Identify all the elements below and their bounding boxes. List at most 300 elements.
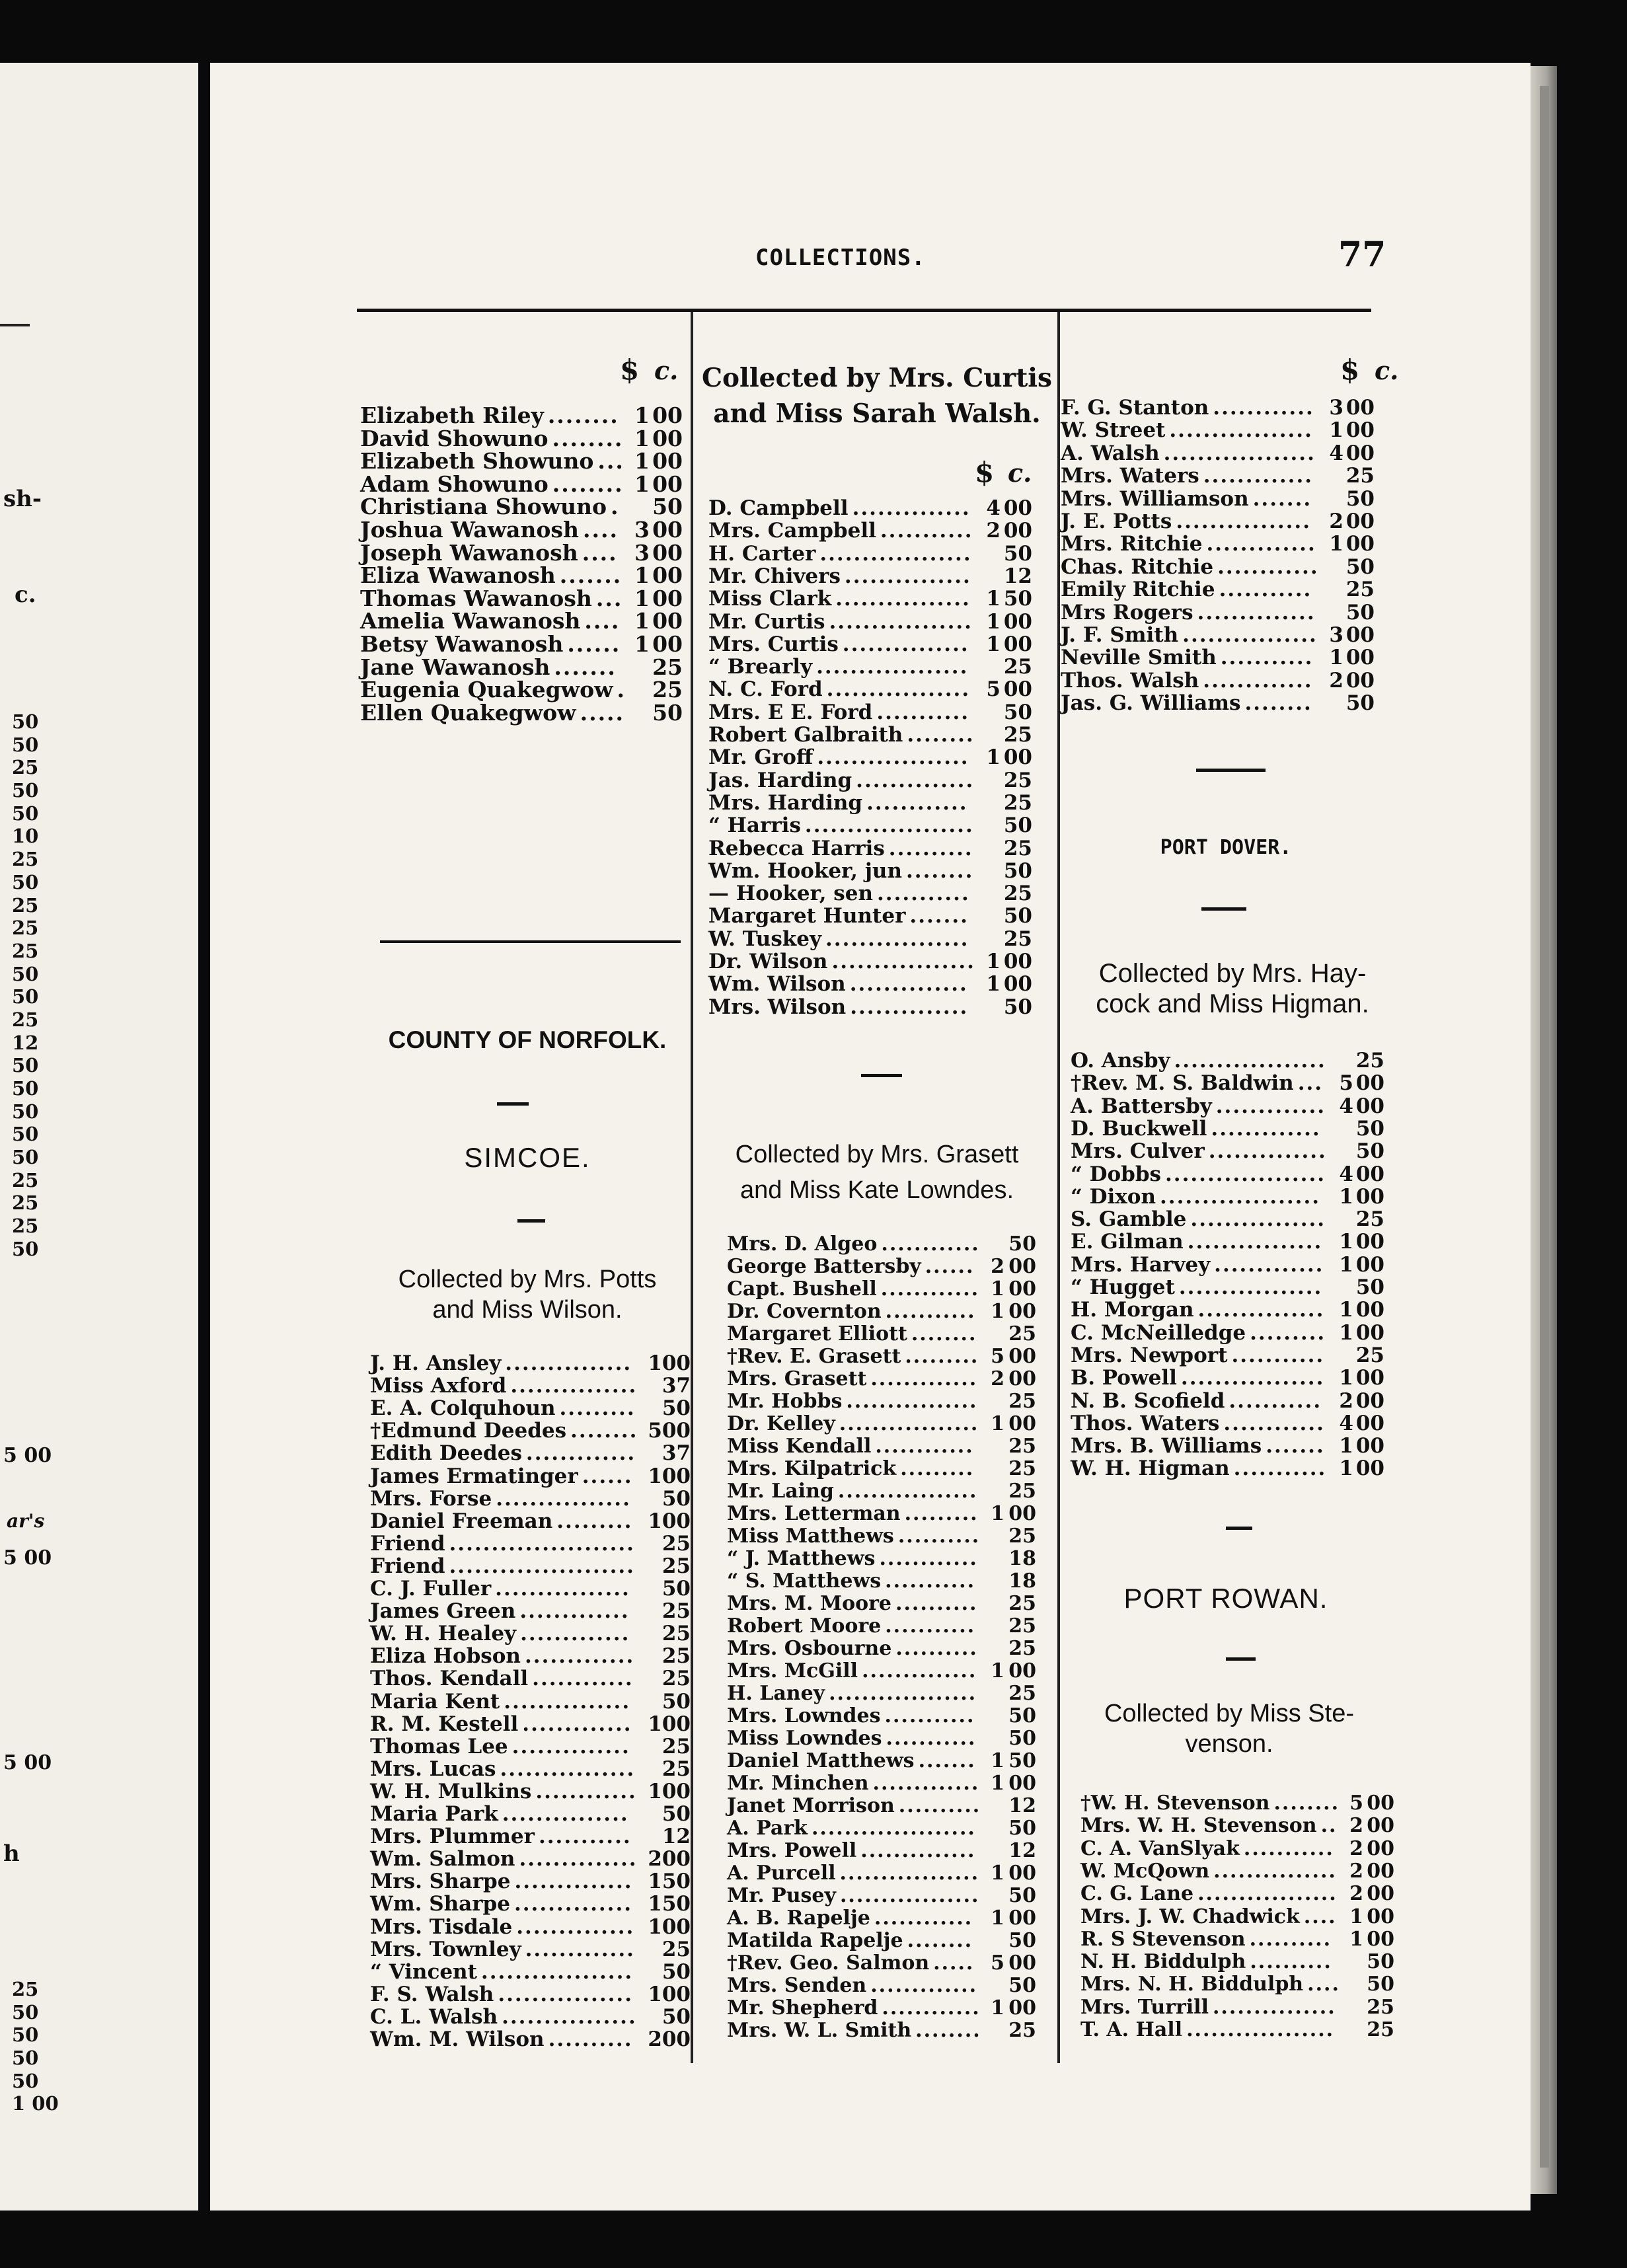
donation-entry xyxy=(370,1690,694,1713)
donation-entry xyxy=(727,1278,1054,1301)
dollars-header: $ xyxy=(620,354,640,386)
cents-amount: 00 xyxy=(1008,1300,1036,1323)
donation-entry xyxy=(727,1682,1054,1705)
leader-dots: .............. xyxy=(862,1660,977,1682)
cents-amount: 00 xyxy=(652,448,683,474)
donation-entry xyxy=(1080,1973,1411,1996)
section-dash xyxy=(1196,769,1266,772)
donor-name: Mrs Rogers xyxy=(1061,600,1193,624)
section-dash xyxy=(1226,1527,1252,1530)
dollar-amount: 1 xyxy=(1349,1905,1363,1928)
donation-entry xyxy=(727,1952,1054,1975)
leader-dots: ........... xyxy=(885,1301,976,1323)
leader-dots: .............. xyxy=(856,769,975,792)
leader-dots: ............ xyxy=(874,1907,973,1930)
leader-dots: ............ xyxy=(879,1548,978,1570)
dollar-amount: 1 xyxy=(634,402,650,428)
dollar-amount: 1 xyxy=(1329,646,1343,670)
dollar-amount: 1 xyxy=(1329,418,1343,443)
dollar-amount: 1 xyxy=(648,1914,662,1939)
donor-name: Matilda Rapelje xyxy=(727,1929,903,1952)
leader-dots: .............. xyxy=(514,1870,633,1893)
cents-amount: 00 xyxy=(652,425,683,451)
leader-dots: .............. xyxy=(849,973,968,996)
donation-entry xyxy=(360,587,691,611)
section-dash xyxy=(861,1074,902,1077)
leader-dots: .................... xyxy=(811,1817,976,1840)
cents-amount: 25 xyxy=(1008,1614,1036,1638)
cents-amount: 00 xyxy=(1345,510,1375,533)
cents-amount: 50 xyxy=(1345,486,1375,511)
leader-dots: .............. xyxy=(1208,1140,1327,1163)
dollar-amount: 1 xyxy=(991,1996,1004,2020)
cents-amount: 00 xyxy=(1355,1094,1384,1118)
leader-dots: ........... xyxy=(538,1825,632,1848)
donor-name: Dr. Covernton xyxy=(727,1300,882,1323)
donor-name: †Rev. E. Grasett xyxy=(727,1345,901,1368)
collector-heading: Collected by Mrs. Grasett and Miss Kate Lowndes. xyxy=(735,1141,1019,1204)
leader-dots: ............ xyxy=(1217,555,1319,579)
cents-amount: 00 xyxy=(1008,1659,1036,1682)
cents-amount: 50 xyxy=(1008,1232,1036,1256)
cents-amount: 25 xyxy=(662,1734,691,1758)
leader-dots: ................. xyxy=(1178,1276,1323,1299)
donor-name: Miss Clark xyxy=(708,587,832,611)
leader-dots: ................. xyxy=(839,1885,980,1907)
dollar-amount: 2 xyxy=(1329,510,1343,533)
adjacent-page-amount: 50 xyxy=(12,985,39,1008)
cents-amount: 00 xyxy=(1367,1927,1394,1951)
donation-entry xyxy=(727,1548,1054,1570)
donor-name: Mrs. N. H. Biddulph xyxy=(1080,1973,1304,1996)
dollar-amount: 1 xyxy=(1339,1366,1353,1390)
leader-dots: ................ xyxy=(1190,1208,1326,1231)
donor-name: R. S Stevenson xyxy=(1080,1927,1246,1951)
cents-amount: 37 xyxy=(662,1374,691,1398)
donor-name: Robert Moore xyxy=(727,1614,882,1638)
donation-entry xyxy=(1071,1322,1401,1344)
adjacent-page-word: ar's xyxy=(7,1510,45,1532)
donor-name: George Battersby xyxy=(727,1255,921,1278)
donor-name: A. Walsh xyxy=(1061,441,1160,465)
leader-dots: ....... xyxy=(554,656,617,679)
adjacent-page-amount: 12 xyxy=(12,1031,39,1054)
cents-amount: 50 xyxy=(662,1892,691,1916)
dollar-amount: 1 xyxy=(648,1892,662,1916)
adjacent-page-amount: 25 xyxy=(12,1191,39,1215)
donation-entry xyxy=(370,1825,694,1848)
leader-dots: ................ xyxy=(1187,1230,1323,1254)
cents-amount: 12 xyxy=(1003,564,1032,588)
adjacent-page-amount: 50 xyxy=(12,733,39,756)
donor-name: “ Dixon xyxy=(1071,1184,1156,1209)
leader-dots: ........ xyxy=(1244,692,1312,715)
leader-dots: ...................... xyxy=(449,1554,635,1577)
leader-dots: .......... xyxy=(897,1525,981,1548)
cents-amount: 25 xyxy=(1008,1682,1036,1705)
adjacent-page-amount: 5 00 xyxy=(3,1546,52,1569)
donation-entry xyxy=(360,679,691,702)
donation-entry xyxy=(727,1885,1054,1907)
cents-amount: 00 xyxy=(652,471,683,497)
donation-entry xyxy=(727,1997,1054,2020)
dollar-amount: 1 xyxy=(648,1982,662,2006)
leader-dots: ......... xyxy=(900,1458,975,1480)
leader-dots: ............. xyxy=(870,1975,978,1997)
section-dash xyxy=(517,1219,545,1223)
donation-entry xyxy=(708,565,1052,587)
donor-name: “ Vincent xyxy=(370,1959,477,1984)
donation-entry xyxy=(727,1795,1054,1817)
page-number: 77 xyxy=(1338,235,1386,275)
adjacent-page-amount: 50 xyxy=(12,2069,39,2092)
dollar-amount: 5 xyxy=(1339,1071,1353,1096)
donor-name: Elizabeth Riley xyxy=(360,402,544,428)
donation-entry xyxy=(1071,1072,1401,1094)
donation-entry xyxy=(708,724,1052,746)
adjacent-page-amount: 25 xyxy=(12,917,39,940)
adjacent-page-amount: 5 00 xyxy=(3,1444,52,1467)
donation-entry xyxy=(727,1727,1054,1750)
dollar-amount: 3 xyxy=(634,517,650,543)
donor-name: Jas. Harding xyxy=(708,768,852,792)
leader-dots: .. xyxy=(1320,1815,1338,1838)
donation-entry xyxy=(1080,1996,1411,2019)
cents-amount: 50 xyxy=(1003,858,1032,883)
leader-dots: ................ xyxy=(495,1577,630,1601)
adjacent-page-amount: 50 xyxy=(12,779,39,802)
donation-entry xyxy=(360,699,691,726)
dollar-amount: 1 xyxy=(648,1712,662,1736)
leader-dots: ... xyxy=(597,450,624,473)
donation-entry xyxy=(727,1840,1054,1862)
donor-name: A. Battersby xyxy=(1071,1094,1212,1118)
leader-dots: ........... xyxy=(1219,578,1312,601)
dollar-amount: 5 xyxy=(1349,1792,1363,1815)
donation-entry xyxy=(1061,397,1384,419)
donor-name: †Rev. Geo. Salmon xyxy=(727,1951,930,1975)
dollar-amount: 3 xyxy=(1329,623,1343,647)
leader-dots: ........... xyxy=(876,700,970,724)
adjacent-page-amount: 50 xyxy=(12,962,39,985)
leader-dots: ............. xyxy=(525,1442,636,1465)
dollar-amount: 1 xyxy=(634,425,650,451)
cents-amount: 25 xyxy=(1008,1457,1036,1480)
donation-entry xyxy=(1071,1163,1401,1186)
section-dash xyxy=(1226,1657,1256,1661)
donation-entry xyxy=(370,1645,694,1667)
collector-heading: Collected by Mrs. Hay- cock and Miss Higman. xyxy=(1096,959,1369,1018)
dollar-amount: 5 xyxy=(991,1345,1004,1368)
cents-amount: 25 xyxy=(662,1622,691,1646)
cents-amount: 00 xyxy=(1008,1772,1036,1795)
donation-entry xyxy=(370,1803,694,1825)
donor-name: S. Gamble xyxy=(1071,1207,1187,1232)
donor-name: James Ermatinger xyxy=(370,1464,578,1488)
leader-dots: ............. xyxy=(1211,1117,1321,1141)
dollar-amount: 1 xyxy=(991,1412,1004,1435)
adjacent-page-amount: 50 xyxy=(12,1146,39,1169)
donor-name: C. G. Lane xyxy=(1080,1882,1194,1906)
leader-dots: ...................... xyxy=(449,1532,635,1555)
donor-name: C. McNeilledge xyxy=(1071,1320,1246,1345)
donor-name: Mrs. Letterman xyxy=(727,1502,901,1525)
dollar-amount: 1 xyxy=(648,1351,662,1375)
donor-name: H. Carter xyxy=(708,541,816,566)
donor-name: W. H. Mulkins xyxy=(370,1779,532,1803)
cents-amount: 00 xyxy=(1345,646,1375,670)
dollar-amount: 1 xyxy=(1339,1456,1353,1481)
dollars-header: $ xyxy=(1340,354,1360,386)
cents-amount: 00 xyxy=(1003,519,1032,543)
donor-name: Thos. Walsh xyxy=(1061,668,1199,693)
donor-name: Mrs. E E. Ford xyxy=(708,700,873,724)
cents-amount: 00 xyxy=(652,562,683,589)
cents-amount: 25 xyxy=(662,1531,691,1556)
donation-entry xyxy=(708,950,1052,973)
cents-amount: 00 xyxy=(1003,632,1032,656)
leader-dots: .................. xyxy=(1163,441,1316,465)
cents-amount: 25 xyxy=(1008,1637,1036,1660)
donor-name: Mrs. B. Williams xyxy=(1071,1434,1262,1458)
donation-entry xyxy=(1080,1951,1411,1973)
section-dash xyxy=(1201,907,1246,911)
dollar-amount: 1 xyxy=(1339,1298,1353,1322)
donation-entry xyxy=(727,1750,1054,1772)
adjacent-page-amount: 25 xyxy=(12,939,39,962)
dollar-amount: 1 xyxy=(634,608,650,634)
donation-entry xyxy=(1061,419,1384,441)
donor-name: Janet Morrison xyxy=(727,1794,895,1817)
leader-dots: ................. xyxy=(839,1413,979,1435)
donor-name: Christiana Showuno xyxy=(360,494,607,520)
dollar-amount: 1 xyxy=(1349,1927,1363,1951)
donation-entry xyxy=(370,1352,694,1375)
cents-amount: 00 xyxy=(652,539,683,566)
cents-amount: 25 xyxy=(1003,836,1032,860)
leader-dots: .............. xyxy=(511,1735,630,1758)
donation-entry xyxy=(370,2028,694,2051)
donor-name: Eliza Wawanosh xyxy=(360,562,556,589)
donation-entry xyxy=(727,1817,1054,1840)
cents-amount: 50 xyxy=(662,1959,691,1984)
leader-dots: .................... xyxy=(804,814,974,837)
cents-amount: 00 xyxy=(1355,1184,1384,1209)
adjacent-page-amount: 10 xyxy=(12,825,39,848)
leader-dots: ................ xyxy=(1182,624,1318,647)
donation-entry xyxy=(1061,624,1384,646)
donation-entry xyxy=(370,1667,694,1690)
leader-dots: ................. xyxy=(829,610,973,633)
cents-amount: 00 xyxy=(652,585,683,611)
leader-dots: ....... xyxy=(909,905,969,928)
leader-dots: ........ xyxy=(570,1419,638,1443)
donation-entry xyxy=(708,519,1052,542)
donation-entry xyxy=(727,1907,1054,1930)
adjacent-page-fragment xyxy=(0,63,198,2211)
leader-dots: .............. xyxy=(852,497,971,520)
dollar-amount: 4 xyxy=(986,496,1001,520)
cents-amount: 50 xyxy=(1003,541,1032,566)
leader-dots: .................. xyxy=(1186,2019,1335,2041)
donation-entry xyxy=(708,928,1052,950)
leader-dots: ....... xyxy=(918,1750,976,1772)
cents-amount: 00 xyxy=(662,2027,691,2051)
leader-dots: ............... xyxy=(502,1803,629,1826)
cents-amount: 00 xyxy=(1367,1882,1394,1906)
cents-amount: 00 xyxy=(1355,1230,1384,1254)
dollar-amount: 2 xyxy=(991,1255,1004,1278)
leader-dots: .......... xyxy=(1249,1928,1332,1951)
donor-name: C. A. VanSlyak xyxy=(1080,1836,1240,1860)
cents-amount: 50 xyxy=(1355,1116,1384,1141)
leader-dots: .................. xyxy=(817,746,969,769)
leader-dots: ... xyxy=(1297,1072,1324,1095)
donation-entry xyxy=(708,769,1052,792)
leader-dots: ............. xyxy=(519,1600,630,1623)
cents-amount: 00 xyxy=(1367,1792,1394,1815)
header-rule xyxy=(357,309,1371,312)
donation-entry xyxy=(370,1938,694,1961)
leader-dots: ................. xyxy=(839,1862,980,1885)
cents-amount: 50 xyxy=(1345,600,1375,624)
cents-amount: 12 xyxy=(1008,1794,1036,1817)
cents-amount: 50 xyxy=(1003,813,1032,838)
donor-name: Eliza Hobson xyxy=(370,1644,521,1669)
cents-amount: 50 xyxy=(1008,1884,1036,1907)
donor-name: Mrs. Powell xyxy=(727,1839,857,1862)
leader-dots: ................. xyxy=(825,927,969,950)
donor-name: J. F. Smith xyxy=(1061,623,1179,647)
cents-amount: 00 xyxy=(1008,1255,1036,1278)
donation-entry xyxy=(727,1413,1054,1435)
donor-name: Dr. Wilson xyxy=(708,950,828,973)
donor-name: Edith Deedes xyxy=(370,1441,522,1466)
donation-entry xyxy=(1080,1860,1411,1883)
dollar-amount: 2 xyxy=(1349,1836,1363,1860)
county-heading: COUNTY OF NORFOLK. xyxy=(388,1026,667,1053)
cents-amount: 50 xyxy=(662,1689,691,1714)
column-divider xyxy=(1057,312,1060,2063)
leader-dots: ..... xyxy=(933,1952,975,1975)
page-edge xyxy=(1540,86,1549,2168)
donor-name: Robert Galbraith xyxy=(708,723,903,747)
donor-name: E. Gilman xyxy=(1071,1230,1184,1254)
donor-name: Thomas Wawanosh xyxy=(360,585,592,611)
leader-dots: ................ xyxy=(1176,510,1311,533)
leader-dots: ................. xyxy=(837,1480,978,1503)
donor-name: Mrs. Wilson xyxy=(708,995,847,1019)
leader-dots: ........ xyxy=(907,724,975,747)
donation-entry xyxy=(1071,1457,1401,1480)
donor-name: Mrs. McGill xyxy=(727,1659,858,1682)
donor-name: Maria Kent xyxy=(370,1689,500,1714)
donation-entry xyxy=(370,1600,694,1622)
donor-name: “ Brearly xyxy=(708,655,813,679)
donor-name: Mrs. Townley xyxy=(370,1937,521,1961)
donation-entry xyxy=(370,1848,694,1870)
donation-entry xyxy=(1071,1208,1401,1230)
donation-entry xyxy=(360,425,691,451)
dollar-amount: 1 xyxy=(1339,1230,1353,1254)
cents-amount: 50 xyxy=(1003,904,1032,928)
leader-dots: ............... xyxy=(1197,1299,1325,1322)
leader-dots: .................. xyxy=(1174,1049,1326,1073)
donation-entry xyxy=(370,2006,694,2028)
leader-dots: ........ xyxy=(552,427,624,451)
leader-dots: ............ xyxy=(1213,397,1314,420)
leader-dots: ............. xyxy=(1203,465,1314,488)
cents-amount: 50 xyxy=(662,2004,691,2029)
leader-dots: ......... xyxy=(1250,1321,1326,1344)
cents-amount: 50 xyxy=(652,699,683,726)
adjacent-page-amount: 25 xyxy=(12,1215,39,1238)
dollar-amount: 4 xyxy=(1339,1094,1353,1118)
cents-amount: 00 xyxy=(1345,623,1375,647)
donation-entry xyxy=(1071,1299,1401,1321)
cents-amount: 50 xyxy=(1008,1817,1036,1840)
donation-entry xyxy=(1061,578,1384,601)
donation-entry xyxy=(727,1480,1054,1503)
cents-amount: 50 xyxy=(1008,1749,1036,1772)
cents-amount: 00 xyxy=(1345,441,1375,465)
leader-dots: ................... xyxy=(1165,1162,1326,1186)
donation-entry xyxy=(360,564,691,587)
donation-entry xyxy=(360,473,691,496)
cents-amount: 00 xyxy=(662,1847,691,1871)
leader-dots: ....... xyxy=(559,564,623,587)
leader-dots: ......... xyxy=(559,1397,636,1420)
donor-name: C. L. Walsh xyxy=(370,2004,498,2029)
leader-dots: . xyxy=(617,679,626,702)
cents-amount: 12 xyxy=(662,1825,691,1849)
cents-amount: 00 xyxy=(662,1419,691,1443)
dollar-amount: 1 xyxy=(991,1300,1004,1323)
donation-entry xyxy=(1071,1117,1401,1140)
dollar-amount: 2 xyxy=(986,519,1001,543)
donor-name: Miss Matthews xyxy=(727,1525,894,1548)
cents-amount: 50 xyxy=(662,1577,691,1601)
collector-heading: Collected by Mrs. Curtis and Miss Sarah Walsh. xyxy=(702,363,1052,429)
donor-name: †Rev. M. S. Baldwin xyxy=(1071,1071,1294,1096)
leader-dots: ......... xyxy=(905,1345,979,1368)
donor-name: Chas. Ritchie xyxy=(1061,554,1214,579)
donor-name: O. Ansby xyxy=(1071,1049,1170,1073)
cents-amount: 50 xyxy=(1008,1929,1036,1952)
donor-name: Mrs. Curtis xyxy=(708,632,839,656)
leader-dots: ........ xyxy=(547,404,619,428)
donor-name: Mrs. Campbell xyxy=(708,519,876,543)
donation-entry xyxy=(727,1525,1054,1548)
leader-dots: ........... xyxy=(1220,646,1314,669)
dollar-amount: 2 xyxy=(1329,668,1343,693)
donation-entry xyxy=(370,1442,694,1464)
cents-amount: 00 xyxy=(1355,1388,1384,1413)
leader-dots: ............... xyxy=(505,1352,632,1375)
donor-name: Capt. Bushell xyxy=(727,1277,877,1301)
leader-dots: .... xyxy=(583,519,619,542)
donor-name: J. E. Potts xyxy=(1061,510,1172,533)
donor-name: W. McQown xyxy=(1080,1859,1210,1883)
donor-name: Mrs. J. W. Chadwick xyxy=(1080,1905,1300,1928)
donation-entry xyxy=(1061,601,1384,624)
leader-dots: ................. xyxy=(1180,1367,1325,1390)
leader-dots: ........... xyxy=(885,1615,976,1638)
leader-dots: ........ xyxy=(915,2020,981,2042)
donor-name: Betsy Wawanosh xyxy=(360,631,564,657)
dollar-amount: 2 xyxy=(991,1367,1004,1390)
donor-name: T. A. Hall xyxy=(1080,2018,1183,2041)
